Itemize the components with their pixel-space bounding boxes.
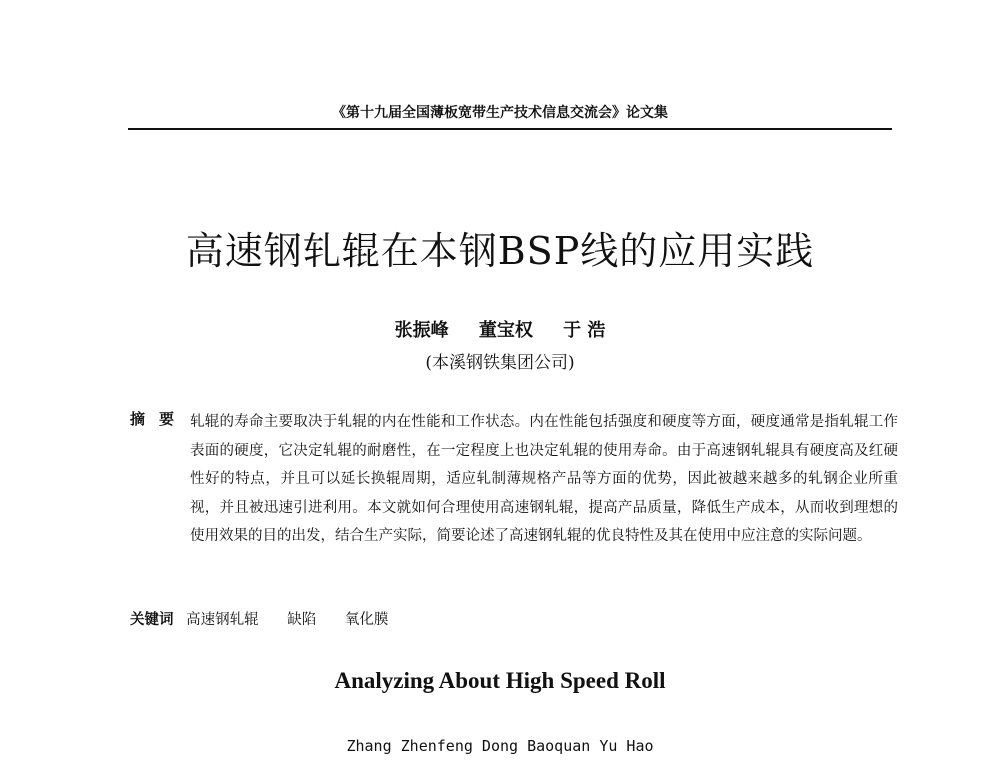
keyword: 氧化膜: [344, 612, 389, 628]
proceedings-header: 《第十九届全国薄板宽带生产技术信息交流会》论文集: [332, 105, 668, 121]
keyword: 缺陷: [287, 612, 317, 628]
author-name: 张振峰: [394, 320, 449, 341]
keywords-label: 关键词: [130, 611, 174, 628]
abstract-text: 轧辊的寿命主要取决于轧辊的内在性能和工作状态。内在性能包括强度和硬度等方面，硬度通常是指轧辊工作表面的硬度，它决定轧辊的耐磨性，在一定程度上也决定轧辊的使用寿命。由于高速钢轧辊具有硬度高及红硬性好的特点，并且可以延长换辊周期，适应轧制薄规格产品等方面的优势，因此被越来越多的轧钢企业所重视，并且被迅速引进利用。本文就如何合理使用高速钢轧辊，提高产品质量，降低生产成本，从而收到理想的使用效果的目的出发，结合生产实际，简要论述了高速钢轧辊的优良特性及其在使用中应注意的实际问题。: [190, 414, 898, 544]
english-authors: Zhang Zhenfeng Dong Baoquan Yu Hao: [346, 737, 654, 755]
abstract-section: [130, 408, 898, 551]
author-name: 于 浩: [563, 320, 606, 341]
header-rule: [128, 128, 892, 130]
author-list: [0, 316, 1000, 342]
affiliation: (本溪钢铁集团公司): [425, 353, 575, 373]
paper-title: 高速钢轧辊在本钢BSP线的应用实践: [185, 229, 815, 273]
keywords-section: [130, 608, 412, 629]
author-name: 董宝权: [478, 320, 533, 341]
english-title: Analyzing About High Speed Roll: [334, 668, 666, 693]
abstract-label: 摘要: [130, 410, 189, 428]
keyword: 高速钢轧辊: [186, 612, 259, 628]
